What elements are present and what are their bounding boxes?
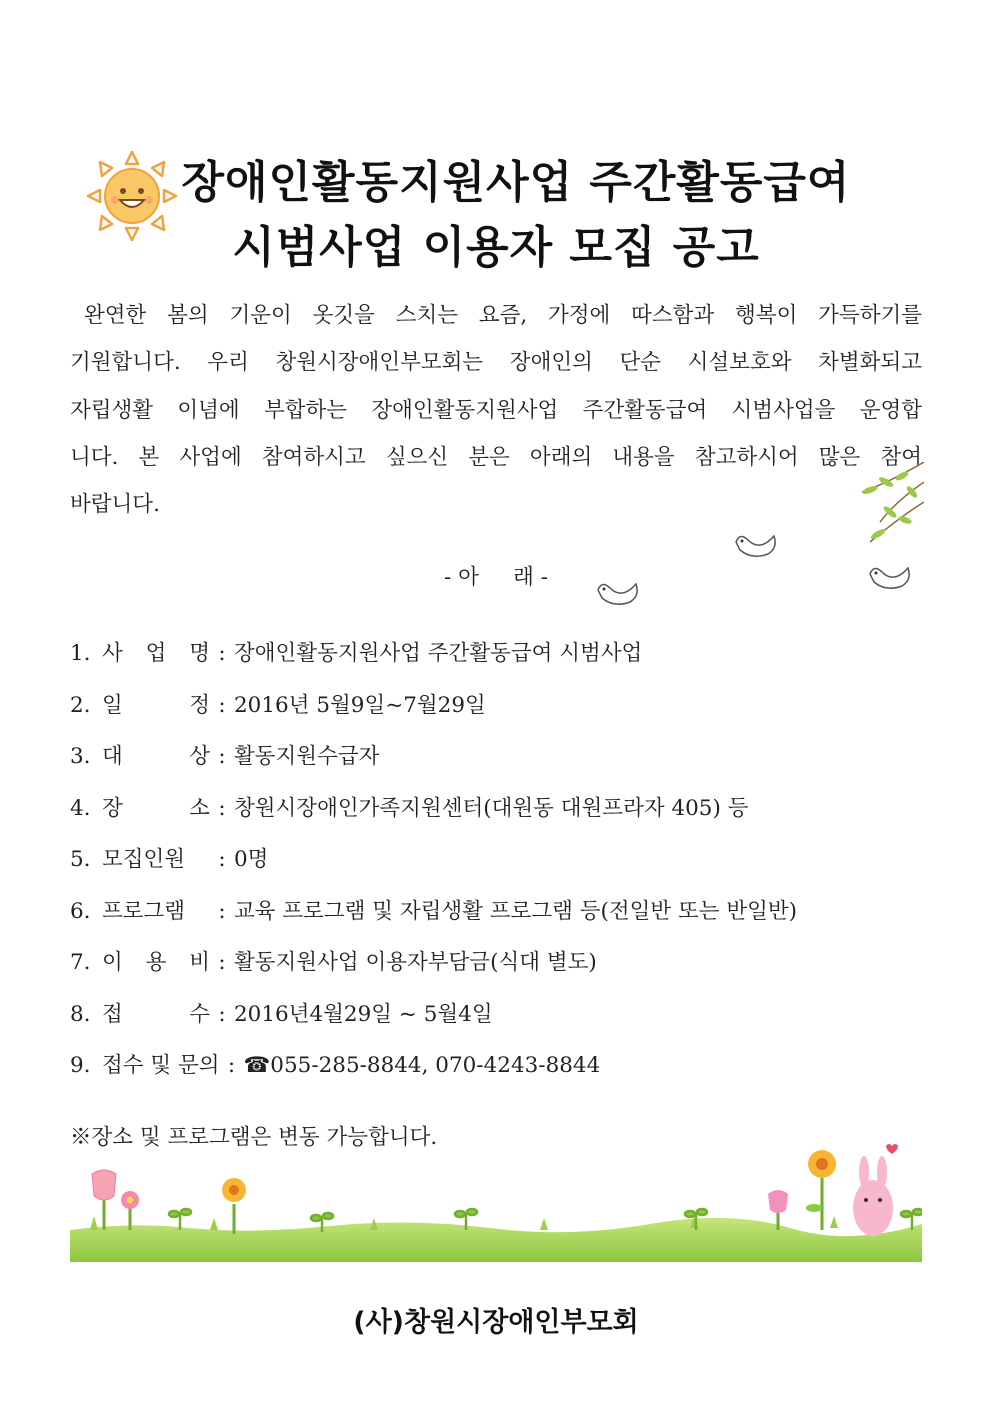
detail-item: [70, 737, 930, 789]
item-number: 9.: [70, 1053, 91, 1078]
title-line-1: 장애인활동지원사업 주간활동급여: [181, 157, 851, 208]
item-label-part: 대: [102, 744, 123, 769]
item-label: [102, 995, 210, 1047]
item-label-part: 소: [189, 795, 210, 821]
item-value: ☎055-285-8844, 070-4243-8844: [243, 1053, 601, 1078]
bunny-icon: [853, 1156, 893, 1236]
detail-item: [70, 892, 930, 944]
item-label-part: 모집인원: [102, 847, 186, 872]
item-label: [102, 737, 210, 789]
item-label-part: 접수 및 문의: [102, 1053, 220, 1078]
item-separator: :: [218, 950, 226, 975]
item-label-part: 프로그램: [102, 898, 186, 924]
item-value: 장애인활동지원사업 주간활동급여 시범사업: [234, 641, 643, 666]
willow-branch-icon: [850, 462, 924, 552]
item-separator: :: [218, 692, 226, 718]
intro-line-4: 니다. 본 사업에 참여하시고 싶으신 분은 아래의 내용을 참고하시어 많은 참여: [70, 444, 922, 470]
item-separator: :: [227, 1053, 236, 1078]
intro-line-2: 기원합니다. 우리 창원시장애인부모회는 장애인의 단순 시설보호와 차별화되고: [70, 350, 922, 376]
heart-icon: [886, 1144, 898, 1154]
item-value: 2016년4월29일 ~ 5월4일: [234, 1001, 493, 1027]
item-label-part: 접: [102, 1001, 123, 1027]
item-label: [102, 840, 210, 892]
detail-item: [70, 686, 930, 738]
item-label-part: 일: [102, 692, 123, 718]
item-separator: :: [218, 898, 226, 924]
section-heading: - 아 래 -: [444, 565, 548, 590]
detail-item: [70, 995, 930, 1047]
item-label-part: 상: [189, 744, 210, 769]
detail-item: [70, 840, 930, 892]
item-label: [102, 686, 210, 738]
item-number: 6.: [70, 898, 91, 924]
item-value: 활동지원사업 이용자부담금(식대 별도): [234, 950, 597, 975]
title-line-2: 시범사업 이용자 모집 공고: [232, 222, 760, 273]
item-separator: :: [218, 847, 226, 872]
item-label-part: 수: [189, 1001, 210, 1027]
item-label: [102, 789, 210, 841]
intro-paragraph: [70, 292, 922, 528]
grass-flower-banner: [70, 1138, 922, 1262]
item-label-part: 정: [189, 692, 210, 718]
item-label-part: 업: [145, 641, 167, 666]
item-label-part: 명: [189, 641, 210, 666]
bird-icon: [732, 528, 784, 560]
flower-icon: [121, 1191, 139, 1230]
item-separator: :: [218, 1001, 226, 1027]
item-label: [102, 892, 210, 944]
detail-item: [70, 789, 930, 841]
detail-item: [70, 634, 930, 686]
organization-name: (사)창원시장애인부모회: [353, 1307, 639, 1338]
item-label: [102, 634, 210, 686]
item-label: [102, 943, 210, 995]
item-label: [102, 1046, 220, 1098]
item-separator: :: [218, 744, 226, 769]
detail-item: [70, 943, 930, 995]
item-label-part: 비: [189, 950, 210, 975]
intro-line-3: 자립생활 이념에 부합하는 장애인활동지원사업 주간활동급여 시범사업을 운영합: [70, 397, 922, 423]
intro-line-5: 바랍니다.: [70, 492, 160, 518]
item-number: 3.: [70, 744, 91, 769]
change-notice: ※장소 및 프로그램은 변동 가능합니다.: [70, 1125, 438, 1150]
item-number: 1.: [70, 641, 91, 666]
item-label-part: 장: [102, 795, 123, 821]
intro-line-1: 완연한 봄의 기운이 옷깃을 스치는 요즘, 가정에 따스함과 행복이 가득하기를: [84, 303, 922, 328]
item-number: 2.: [70, 692, 91, 718]
item-separator: :: [218, 795, 226, 821]
item-value: 0명: [234, 847, 269, 872]
item-number: 4.: [70, 795, 91, 821]
item-number: 7.: [70, 950, 91, 975]
tulip-icon: [92, 1170, 116, 1230]
item-separator: :: [218, 641, 226, 666]
item-number: 8.: [70, 1001, 91, 1027]
item-value: 창원시장애인가족지원센터(대원동 대원프라자 405) 등: [234, 795, 749, 821]
details-list: [70, 634, 930, 1098]
item-value: 2016년 5월9일~7월29일: [234, 692, 486, 718]
item-value: 교육 프로그램 및 자립생활 프로그램 등(전일반 또는 반일반): [234, 898, 798, 924]
item-number: 5.: [70, 847, 91, 872]
item-value: 활동지원수급자: [234, 744, 380, 769]
detail-item: [70, 1046, 930, 1098]
item-label-part: 이: [102, 950, 123, 975]
flower-icon: [806, 1150, 836, 1230]
item-label-part: 용: [145, 950, 167, 975]
item-label-part: 사: [102, 641, 123, 666]
flower-icon: [222, 1178, 246, 1234]
